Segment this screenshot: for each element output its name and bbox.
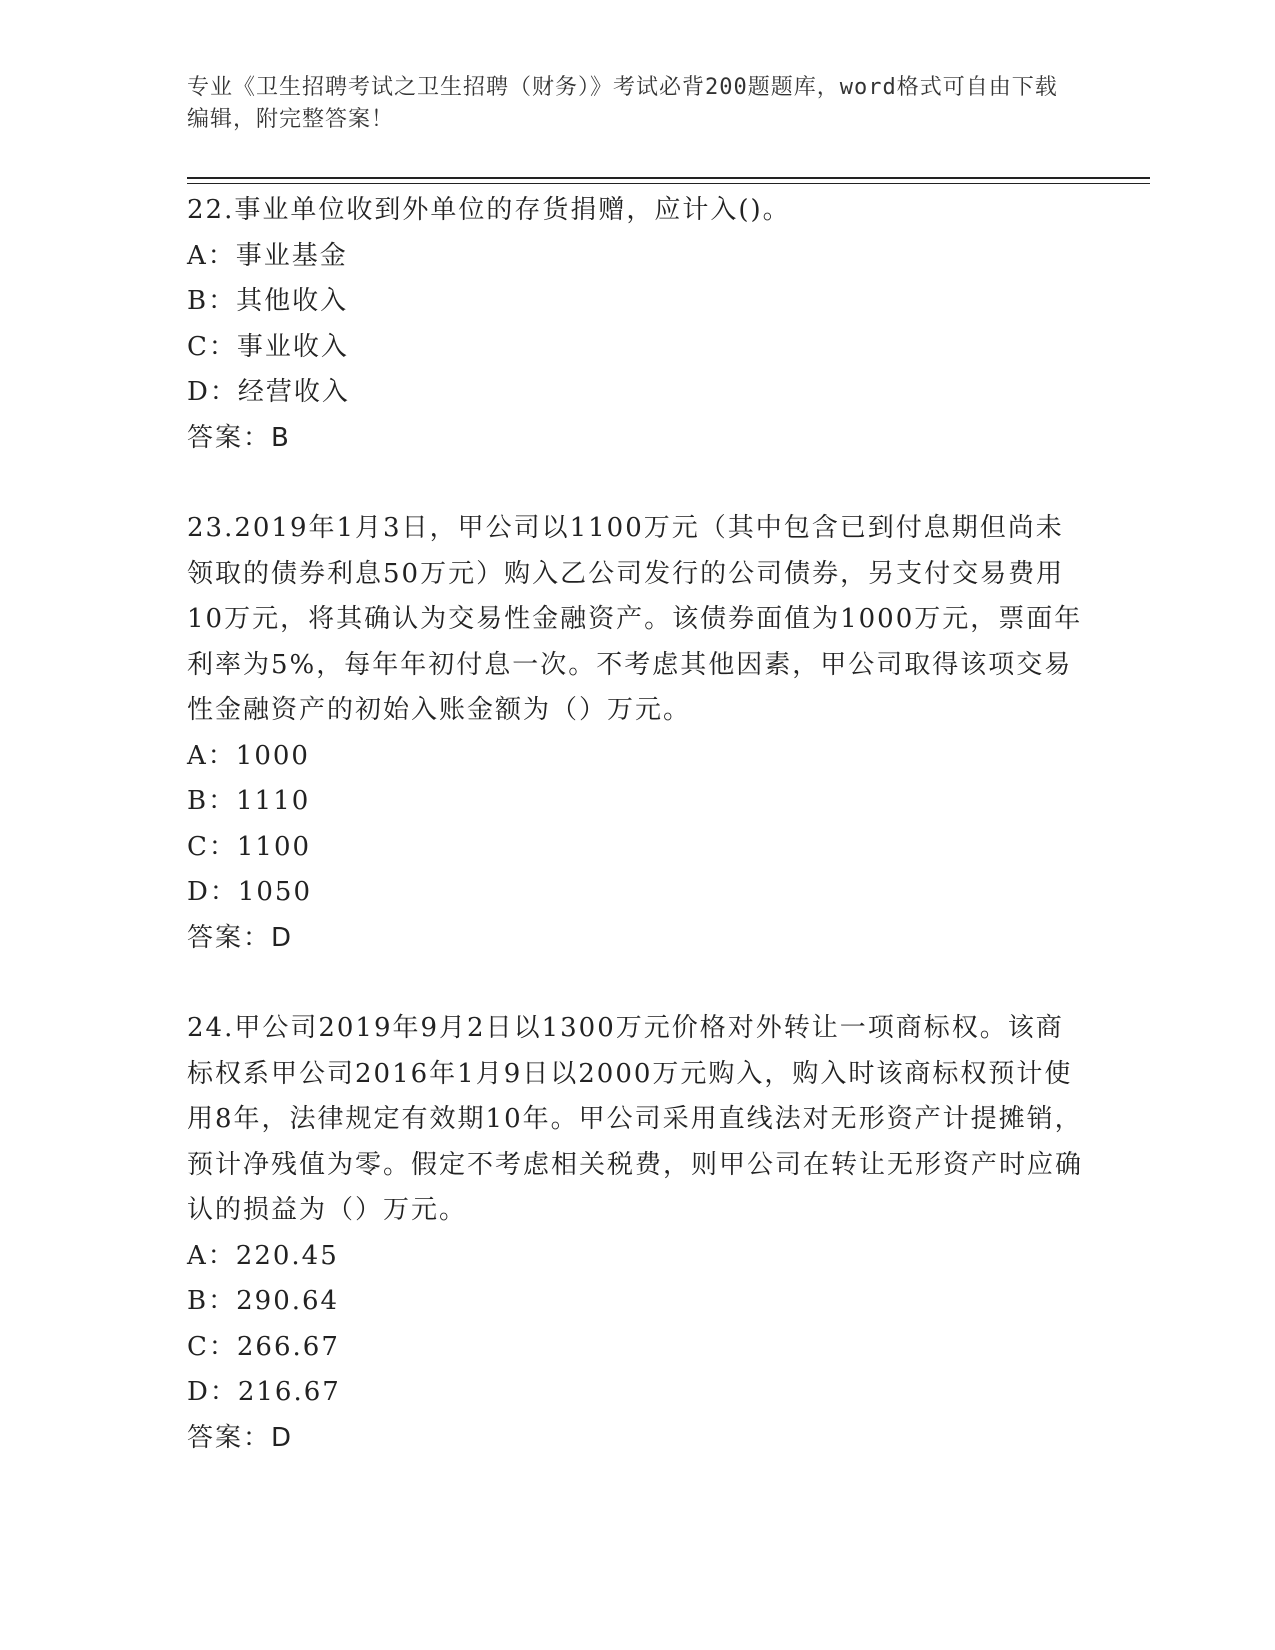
option-c: C：1100 — [187, 831, 312, 862]
document-header: 专业《卫生招聘考试之卫生招聘（财务）》考试必背200题题库，word格式可自由下载编辑，附完整答案！ — [187, 75, 1058, 132]
option-c: C：事业收入 — [187, 331, 349, 362]
option-d: D：1050 — [187, 877, 313, 907]
answer: 答案：D — [187, 1422, 294, 1453]
header-divider-thick — [187, 177, 1150, 179]
header-divider-thin — [187, 183, 1150, 184]
option-b: B：其他收入 — [187, 286, 349, 316]
question-23 — [187, 506, 1087, 961]
option-d: D：216.67 — [187, 1377, 341, 1407]
answer: 答案：B — [187, 422, 291, 453]
option-a: A：220.45 — [187, 1240, 339, 1271]
option-b: B：290.64 — [187, 1286, 340, 1316]
question-stem: 24.甲公司2019年9月2日以1300万元价格对外转让一项商标权。该商标权系甲公司2016年1月9日以2000万元购入，购入时该商标权预计使用8年，法律规定有效期10年。甲公司采用直线法对无形资产计提摊销，预计净残值为零。假定不考虑相关税费，则甲公司在转让无形资产时应确认的损益为（）万元。 — [187, 1013, 1084, 1225]
question-stem: 23.2019年1月3日，甲公司以1100万元（其中包含已到付息期但尚未领取的债券利息50万元）购入乙公司发行的公司债券，另支付交易费用10万元，将其确认为交易性金融资产。该债券面值为1000万元，票面年利率为5%，每年年初付息一次。不考虑其他因素，甲公司取得该项交易性金融资产的初始入账金额为（）万元。 — [187, 513, 1083, 725]
question-stem: 22.事业单位收到外单位的存货捐赠，应计入()。 — [187, 195, 791, 225]
question-22 — [187, 188, 1087, 461]
option-a: A：事业基金 — [187, 240, 348, 271]
option-c: C：266.67 — [187, 1331, 340, 1362]
question-24 — [187, 1006, 1087, 1461]
answer: 答案：D — [187, 922, 294, 953]
option-a: A：1000 — [187, 740, 310, 771]
option-b: B：1110 — [187, 786, 311, 816]
option-d: D：经营收入 — [187, 377, 350, 407]
